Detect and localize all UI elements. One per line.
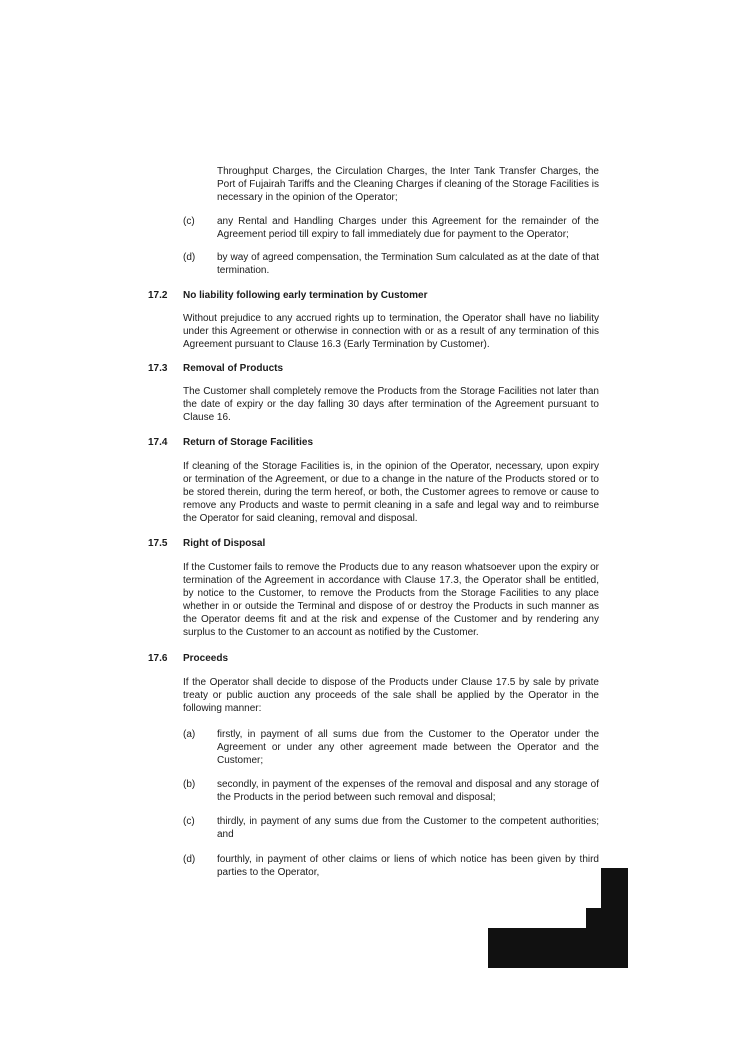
clause-number-17-3: 17.3 xyxy=(148,363,168,374)
clause-body-17-4: If cleaning of the Storage Facilities is, in the opinion of the Operator, necessary, upon expiry or termination of the Agreement, or due to a change in the nature of the Products stored or to be stored therein, during the term hereof, or both, the Customer agrees to remove or cause to remove any Products and waste to permit cleaning in a safe and legal way and to reimburse the Operator for said cleaning, removal and disposal. xyxy=(183,461,599,524)
clause-body-17-5: If the Customer fails to remove the Products due to any reason whatsoever upon the expiry or termination of the Agreement in accordance with Clause 17.3, the Operator shall be entitled, by notice to the Customer, to remove the Products from the Storage Facilities to any place whether in or outside the Terminal and dispose of or destroy the Products in such manner as the Operator deems fit and at the risk and expense of the Customer and by rendering any surplus to the Customer to an account as notified by the Customer. xyxy=(183,562,599,638)
item-text-c: any Rental and Handling Charges under this Agreement for the remainder of the Agreement period till expiry to fall immediately due for payment to the Operator; xyxy=(217,216,599,240)
intro-continuation: Throughput Charges, the Circulation Charges, the Inter Tank Transfer Charges, the Port of Fujairah Tariffs and the Cleaning Charges if cleaning of the Storage Facilities is necessary in the opinion of the Operator; xyxy=(217,166,599,203)
item-text-b: secondly, in payment of the expenses of the removal and disposal and any storage of the Products in the period between such removal and disposal; xyxy=(217,779,599,803)
clause-number-17-2: 17.2 xyxy=(148,290,168,301)
clause-body-17-6: If the Operator shall decide to dispose of the Products under Clause 17.5 by sale by private treaty or public auction any proceeds of the sale shall be applied by the Operator in the following manner: xyxy=(183,677,599,714)
redaction-block xyxy=(488,928,593,968)
item-label-c: (c) xyxy=(183,216,195,227)
item-text-c2: thirdly, in payment of any sums due from the Customer to the competent authorities; and xyxy=(217,816,599,840)
clause-body-17-3: The Customer shall completely remove the Products from the Storage Facilities not later than the date of expiry or the day falling 30 days after termination of the Agreement pursuant to Clause 16. xyxy=(183,386,599,423)
clause-number-17-4: 17.4 xyxy=(148,437,168,448)
item-label-c2: (c) xyxy=(183,816,195,827)
clause-heading-17-4: Return of Storage Facilities xyxy=(183,437,314,448)
item-text-a: firstly, in payment of all sums due from the Customer to the Operator under the Agreement or under any other agreement made between the Operator and the Customer; xyxy=(217,729,599,766)
item-text-d: by way of agreed compensation, the Termination Sum calculated as at the date of that termination. xyxy=(217,252,599,276)
clause-heading-17-6: Proceeds xyxy=(183,653,229,664)
item-label-a: (a) xyxy=(183,729,196,740)
clause-number-17-6: 17.6 xyxy=(148,653,168,664)
clause-heading-17-5: Right of Disposal xyxy=(183,538,266,549)
item-label-d: (d) xyxy=(183,252,196,263)
clause-number-17-5: 17.5 xyxy=(148,538,168,549)
item-label-b: (b) xyxy=(183,779,196,790)
clause-heading-17-3: Removal of Products xyxy=(183,363,284,374)
clause-heading-17-2: No liability following early termination by Customer xyxy=(183,290,428,301)
item-label-d2: (d) xyxy=(183,854,196,865)
clause-body-17-2: Without prejudice to any accrued rights up to termination, the Operator shall have no liability under this Agreement or otherwise in connection with or as a result of any termination of this Agreement pursuant to Clause 16.3 (Early Termination by Customer). xyxy=(183,313,599,350)
item-text-d2: fourthly, in payment of other claims or liens of which notice has been given by third parties to the Operator, xyxy=(217,854,599,878)
